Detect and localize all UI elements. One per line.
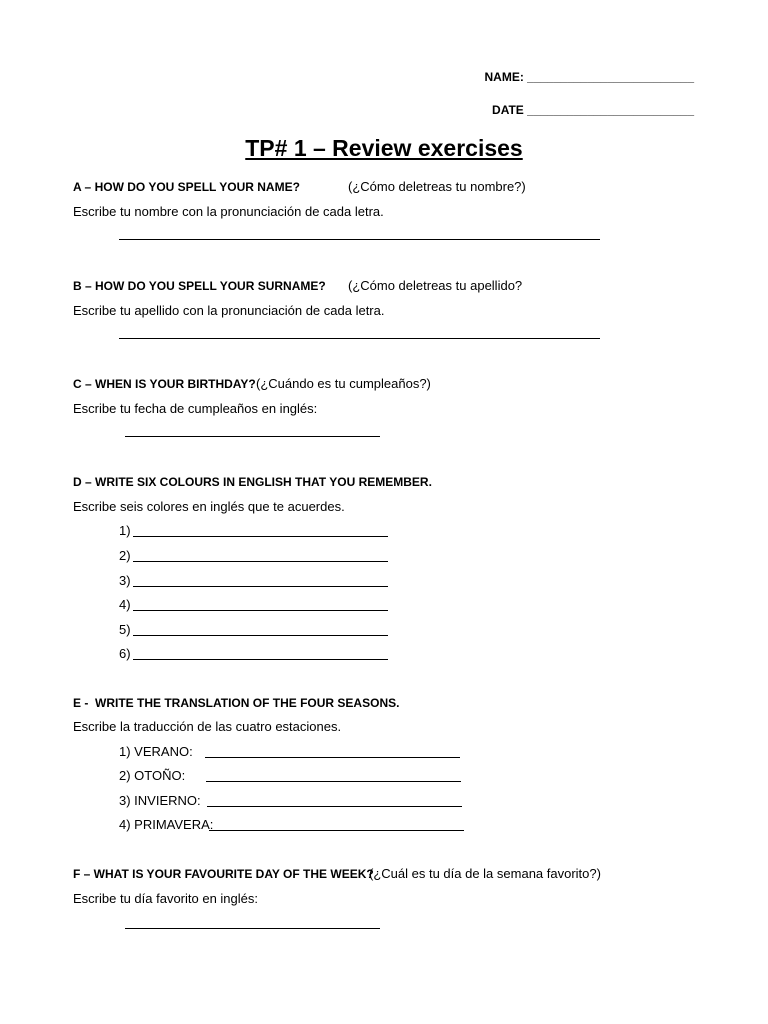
season-item-label: 4) PRIMAVERA: — [119, 817, 214, 832]
season-item-label: 3) INVIERNO: — [119, 793, 201, 808]
section-a-translation: (¿Cómo deletreas tu nombre?) — [348, 179, 526, 194]
section-a-answer-line[interactable] — [119, 239, 600, 240]
colour-answer-line[interactable] — [133, 659, 388, 660]
section-b-answer-line[interactable] — [119, 338, 600, 339]
section-c-heading — [73, 377, 256, 391]
colour-item-label: 3) — [119, 573, 131, 588]
colour-item-label: 4) — [119, 597, 131, 612]
colour-answer-line[interactable] — [133, 536, 388, 537]
season-answer-line[interactable] — [207, 806, 462, 807]
colour-item-label: 1) — [119, 523, 131, 538]
section-f-instruction: Escribe tu día favorito en inglés: — [73, 891, 258, 906]
section-d-question: D – WRITE SIX COLOURS IN ENGLISH THAT YOU REMEMBER. — [73, 475, 432, 489]
section-f-heading — [73, 867, 374, 881]
section-a-question: A – HOW DO YOU SPELL YOUR NAME? — [73, 180, 300, 194]
section-e-heading — [73, 696, 399, 710]
section-c-instruction: Escribe tu fecha de cumpleaños en inglés: — [73, 401, 318, 416]
section-c-answer-line[interactable] — [125, 436, 380, 437]
section-c-translation: (¿Cuándo es tu cumpleaños?) — [256, 376, 431, 391]
page-title: TP# 1 – Review exercises — [245, 135, 523, 161]
season-answer-line[interactable] — [209, 830, 464, 831]
section-b-question: B – HOW DO YOU SPELL YOUR SURNAME? — [73, 279, 326, 293]
colour-answer-line[interactable] — [133, 586, 388, 587]
section-a-instruction: Escribe tu nombre con la pronunciación de cada letra. — [73, 204, 384, 219]
section-a-heading — [73, 180, 300, 194]
section-b-translation: (¿Cómo deletreas tu apellido? — [348, 278, 523, 293]
season-answer-line[interactable] — [206, 781, 461, 782]
season-item-label: 1) VERANO: — [119, 744, 193, 759]
section-f-translation: (¿Cuál es tu día de la semana favorito?) — [369, 866, 601, 881]
section-c-question: C – WHEN IS YOUR BIRTHDAY? — [73, 377, 256, 391]
section-e-question: E - WRITE THE TRANSLATION OF THE FOUR SEASONS. — [73, 696, 400, 710]
colour-item-label: 5) — [119, 622, 131, 637]
name-field[interactable]: NAME: _________________________ — [484, 70, 694, 84]
colour-item-label: 2) — [119, 548, 131, 563]
colour-answer-line[interactable] — [133, 635, 388, 636]
date-field[interactable]: DATE _________________________ — [492, 103, 694, 117]
season-item-label: 2) OTOÑO: — [119, 768, 186, 783]
section-e-instruction: Escribe la traducción de las cuatro estaciones. — [73, 719, 342, 734]
section-b-instruction: Escribe tu apellido con la pronunciación de cada letra. — [73, 303, 385, 318]
section-d-heading — [73, 475, 432, 489]
colour-item-label: 6) — [119, 646, 131, 661]
section-d-instruction: Escribe seis colores en inglés que te acuerdes. — [73, 499, 345, 514]
season-answer-line[interactable] — [205, 757, 460, 758]
colour-answer-line[interactable] — [133, 561, 388, 562]
section-b-heading — [73, 279, 326, 293]
colour-answer-line[interactable] — [133, 610, 388, 611]
section-f-answer-line[interactable] — [125, 928, 380, 929]
section-f-question: F – WHAT IS YOUR FAVOURITE DAY OF THE WEEK? — [73, 867, 374, 881]
